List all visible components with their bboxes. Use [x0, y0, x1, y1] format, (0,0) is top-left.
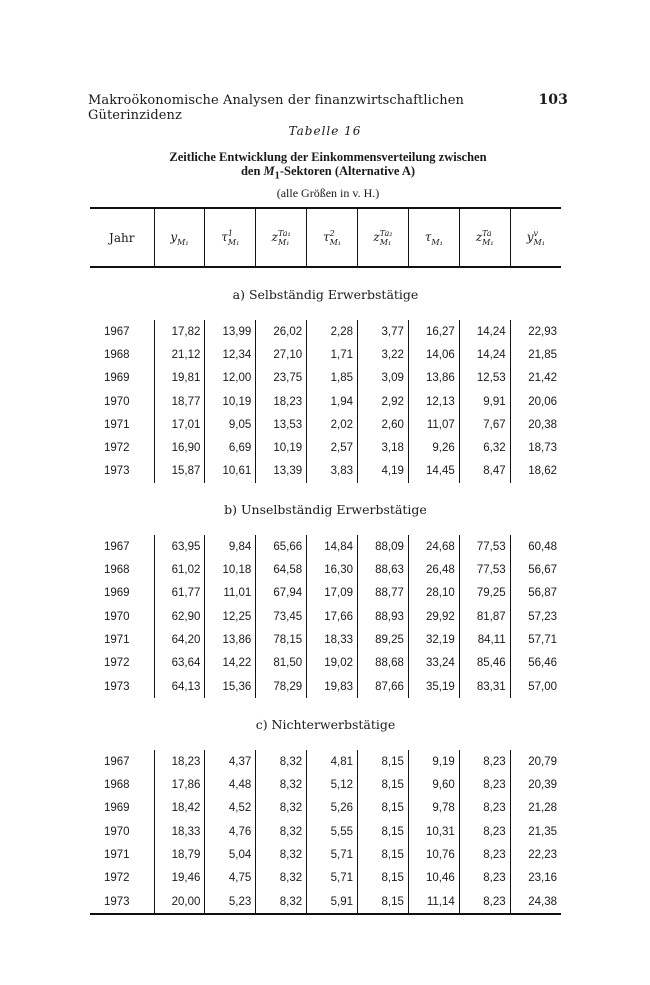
value-cell: 64,13: [154, 675, 205, 698]
value-cell: 15,36: [205, 675, 256, 698]
table-row: [90, 890, 561, 914]
year-cell: 1973: [104, 465, 130, 478]
value-cell: 20,00: [154, 890, 205, 914]
header-col-6: τ M₁: [408, 208, 459, 267]
value-cell: 10,18: [205, 558, 256, 581]
section-heading-row: [90, 698, 561, 750]
table-row: [90, 558, 561, 581]
table-header-row: [90, 208, 561, 267]
value-cell: 14,06: [408, 343, 459, 366]
value-cell: 26,48: [408, 558, 459, 581]
value-cell: 56,46: [510, 652, 561, 675]
value-cell: 8,23: [459, 750, 510, 773]
value-cell: 18,62: [510, 460, 561, 483]
value-cell: 6,32: [459, 436, 510, 459]
income-distribution-table: [90, 207, 561, 915]
value-cell: 19,81: [154, 367, 205, 390]
value-cell: 8,23: [459, 843, 510, 866]
value-cell: 4,37: [205, 750, 256, 773]
year-cell: 1970: [104, 825, 130, 838]
value-cell: 18,33: [154, 820, 205, 843]
header-col-3: z Ta₁ M₁: [256, 208, 307, 267]
value-cell: 6,69: [205, 436, 256, 459]
value-cell: 67,94: [256, 582, 307, 605]
section-title: b) Unselbständig Erwerbstätige: [224, 501, 427, 517]
value-cell: 14,45: [408, 460, 459, 483]
year-cell: 1971: [104, 848, 130, 861]
value-cell: 73,45: [256, 605, 307, 628]
value-cell: 17,01: [154, 413, 205, 436]
year-cell: 1968: [104, 564, 130, 577]
value-cell: 81,87: [459, 605, 510, 628]
section-heading-row: [90, 267, 561, 320]
table-row: [90, 675, 561, 698]
value-cell: 3,77: [358, 320, 409, 343]
value-cell: 10,76: [408, 843, 459, 866]
value-cell: 24,38: [510, 890, 561, 914]
value-cell: 29,92: [408, 605, 459, 628]
value-cell: 21,85: [510, 343, 561, 366]
value-cell: 12,13: [408, 390, 459, 413]
table-row: [90, 750, 561, 773]
value-cell: 8,15: [358, 750, 409, 773]
value-cell: 63,64: [154, 652, 205, 675]
value-cell: 5,55: [307, 820, 358, 843]
value-cell: 3,83: [307, 460, 358, 483]
value-cell: 14,24: [459, 343, 510, 366]
value-cell: 4,19: [358, 460, 409, 483]
value-cell: 11,01: [205, 582, 256, 605]
value-cell: 19,46: [154, 867, 205, 890]
value-cell: 19,83: [307, 675, 358, 698]
value-cell: 17,86: [154, 773, 205, 796]
section-title: c) Nichterwerbstätige: [255, 716, 396, 732]
value-cell: 16,90: [154, 436, 205, 459]
header-year: Jahr: [90, 208, 154, 267]
value-cell: 20,06: [510, 390, 561, 413]
value-cell: 17,09: [307, 582, 358, 605]
value-cell: 20,38: [510, 413, 561, 436]
value-cell: 16,30: [307, 558, 358, 581]
value-cell: 23,16: [510, 867, 561, 890]
value-cell: 3,22: [358, 343, 409, 366]
value-cell: 8,15: [358, 890, 409, 914]
year-cell: 1969: [104, 372, 130, 385]
value-cell: 1,94: [307, 390, 358, 413]
table-row: [90, 652, 561, 675]
value-cell: 81,50: [256, 652, 307, 675]
value-cell: 60,48: [510, 535, 561, 558]
value-cell: 13,99: [205, 320, 256, 343]
value-cell: 18,23: [154, 750, 205, 773]
value-cell: 10,61: [205, 460, 256, 483]
table-title-line2: den $M_1$-Sektoren (Alternative A): [240, 164, 416, 182]
value-cell: 17,66: [307, 605, 358, 628]
table-subtitle: (alle Größen in v. H.): [276, 185, 380, 200]
value-cell: 18,73: [510, 436, 561, 459]
value-cell: 20,39: [510, 773, 561, 796]
value-cell: 13,39: [256, 460, 307, 483]
value-cell: 16,27: [408, 320, 459, 343]
value-cell: 15,87: [154, 460, 205, 483]
value-cell: 26,02: [256, 320, 307, 343]
value-cell: 79,25: [459, 582, 510, 605]
value-cell: 21,42: [510, 367, 561, 390]
value-cell: 4,81: [307, 750, 358, 773]
table-row: [90, 413, 561, 436]
value-cell: 87,66: [358, 675, 409, 698]
value-cell: 8,15: [358, 773, 409, 796]
value-cell: 61,77: [154, 582, 205, 605]
table-row: [90, 867, 561, 890]
value-cell: 19,02: [307, 652, 358, 675]
value-cell: 1,71: [307, 343, 358, 366]
year-cell: 1967: [104, 755, 130, 768]
section-heading-row: [90, 483, 561, 535]
year-cell: 1972: [104, 442, 130, 455]
value-cell: 1,85: [307, 367, 358, 390]
year-cell: 1968: [104, 348, 130, 361]
year-cell: 1969: [104, 587, 130, 600]
value-cell: 13,53: [256, 413, 307, 436]
value-cell: 18,23: [256, 390, 307, 413]
value-cell: 8,32: [256, 867, 307, 890]
table-row: [90, 605, 561, 628]
value-cell: 18,79: [154, 843, 205, 866]
value-cell: 57,71: [510, 628, 561, 651]
running-head: [88, 92, 568, 123]
value-cell: 3,09: [358, 367, 409, 390]
value-cell: 85,46: [459, 652, 510, 675]
value-cell: 4,76: [205, 820, 256, 843]
value-cell: 8,47: [459, 460, 510, 483]
value-cell: 5,26: [307, 797, 358, 820]
header-col-1: y M₁: [154, 208, 205, 267]
value-cell: 22,93: [510, 320, 561, 343]
value-cell: 62,90: [154, 605, 205, 628]
value-cell: 35,19: [408, 675, 459, 698]
value-cell: 88,63: [358, 558, 409, 581]
year-cell: 1968: [104, 779, 130, 792]
table-row: [90, 343, 561, 366]
table-row: [90, 797, 561, 820]
value-cell: 8,32: [256, 843, 307, 866]
header-col-8: y v M₁: [510, 208, 561, 267]
value-cell: 20,79: [510, 750, 561, 773]
value-cell: 84,11: [459, 628, 510, 651]
value-cell: 28,10: [408, 582, 459, 605]
value-cell: 14,22: [205, 652, 256, 675]
header-col-4: τ 2 M₁: [307, 208, 358, 267]
value-cell: 2,28: [307, 320, 358, 343]
value-cell: 9,26: [408, 436, 459, 459]
value-cell: 8,32: [256, 773, 307, 796]
header-col-5: z Ta₂ M₁: [358, 208, 409, 267]
value-cell: 5,23: [205, 890, 256, 914]
value-cell: 4,75: [205, 867, 256, 890]
value-cell: 14,84: [307, 535, 358, 558]
page-number: 103: [538, 92, 568, 108]
value-cell: 8,23: [459, 773, 510, 796]
year-cell: 1967: [104, 540, 130, 553]
value-cell: 23,75: [256, 367, 307, 390]
value-cell: 8,23: [459, 867, 510, 890]
value-cell: 9,19: [408, 750, 459, 773]
header-col-2: τ 1 M₁: [205, 208, 256, 267]
value-cell: 9,60: [408, 773, 459, 796]
value-cell: 24,68: [408, 535, 459, 558]
value-cell: 4,48: [205, 773, 256, 796]
value-cell: 8,15: [358, 843, 409, 866]
value-cell: 78,15: [256, 628, 307, 651]
year-cell: 1967: [104, 325, 130, 338]
running-head-title: Makroökonomische Analysen der finanzwirtschaftlichen Güterinzidenz: [88, 93, 464, 123]
year-cell: 1971: [104, 418, 130, 431]
table-row: [90, 320, 561, 343]
value-cell: 32,19: [408, 628, 459, 651]
value-cell: 8,32: [256, 797, 307, 820]
value-cell: 27,10: [256, 343, 307, 366]
value-cell: 7,67: [459, 413, 510, 436]
value-cell: 17,82: [154, 320, 205, 343]
value-cell: 11,07: [408, 413, 459, 436]
value-cell: 9,91: [459, 390, 510, 413]
value-cell: 2,92: [358, 390, 409, 413]
value-cell: 5,12: [307, 773, 358, 796]
value-cell: 10,19: [256, 436, 307, 459]
table-row: [90, 773, 561, 796]
value-cell: 8,15: [358, 820, 409, 843]
table-title-line1: Zeitliche Entwicklung der Einkommensverteilung zwischen: [169, 150, 487, 164]
value-cell: 10,46: [408, 867, 459, 890]
value-cell: 56,87: [510, 582, 561, 605]
value-cell: 77,53: [459, 558, 510, 581]
value-cell: 22,23: [510, 843, 561, 866]
table-label: Tabelle 16: [288, 124, 362, 138]
table-caption: [90, 150, 566, 200]
table-row: [90, 843, 561, 866]
value-cell: 63,95: [154, 535, 205, 558]
value-cell: 57,00: [510, 675, 561, 698]
value-cell: 2,57: [307, 436, 358, 459]
value-cell: 10,19: [205, 390, 256, 413]
value-cell: 21,12: [154, 343, 205, 366]
year-cell: 1973: [90, 890, 154, 914]
value-cell: 12,00: [205, 367, 256, 390]
value-cell: 33,24: [408, 652, 459, 675]
value-cell: 77,53: [459, 535, 510, 558]
value-cell: 18,33: [307, 628, 358, 651]
value-cell: 83,31: [459, 675, 510, 698]
year-cell: 1969: [104, 802, 130, 815]
value-cell: 64,20: [154, 628, 205, 651]
value-cell: 88,77: [358, 582, 409, 605]
value-cell: 4,52: [205, 797, 256, 820]
header-col-7: z Ta M₁: [459, 208, 510, 267]
value-cell: 2,02: [307, 413, 358, 436]
value-cell: 13,86: [408, 367, 459, 390]
table-row: [90, 820, 561, 843]
value-cell: 8,32: [256, 890, 307, 914]
value-cell: 78,29: [256, 675, 307, 698]
value-cell: 12,25: [205, 605, 256, 628]
value-cell: 9,78: [408, 797, 459, 820]
value-cell: 8,15: [358, 797, 409, 820]
value-cell: 8,23: [459, 820, 510, 843]
value-cell: 88,68: [358, 652, 409, 675]
value-cell: 13,86: [205, 628, 256, 651]
value-cell: 8,15: [358, 867, 409, 890]
value-cell: 88,93: [358, 605, 409, 628]
year-cell: 1971: [104, 633, 130, 646]
table-row: [90, 628, 561, 651]
value-cell: 5,04: [205, 843, 256, 866]
value-cell: 5,71: [307, 867, 358, 890]
value-cell: 21,28: [510, 797, 561, 820]
value-cell: 57,23: [510, 605, 561, 628]
value-cell: 18,77: [154, 390, 205, 413]
value-cell: 64,58: [256, 558, 307, 581]
value-cell: 8,32: [256, 750, 307, 773]
table-row: [90, 436, 561, 459]
value-cell: 21,35: [510, 820, 561, 843]
table-row: [90, 460, 561, 483]
value-cell: 65,66: [256, 535, 307, 558]
value-cell: 10,31: [408, 820, 459, 843]
year-cell: 1970: [104, 610, 130, 623]
value-cell: 9,84: [205, 535, 256, 558]
value-cell: 89,25: [358, 628, 409, 651]
value-cell: 9,05: [205, 413, 256, 436]
value-cell: 8,23: [459, 890, 510, 914]
value-cell: 2,60: [358, 413, 409, 436]
value-cell: 8,32: [256, 820, 307, 843]
value-cell: 8,23: [459, 797, 510, 820]
year-cell: 1973: [104, 680, 130, 693]
value-cell: 12,34: [205, 343, 256, 366]
year-cell: 1972: [104, 872, 130, 885]
value-cell: 61,02: [154, 558, 205, 581]
year-cell: 1972: [104, 657, 130, 670]
table-row: [90, 582, 561, 605]
section-title: a) Selbständig Erwerbstätige: [232, 286, 419, 302]
value-cell: 3,18: [358, 436, 409, 459]
value-cell: 14,24: [459, 320, 510, 343]
table-row: [90, 535, 561, 558]
value-cell: 12,53: [459, 367, 510, 390]
value-cell: 18,42: [154, 797, 205, 820]
table-row: [90, 367, 561, 390]
table-row: [90, 390, 561, 413]
value-cell: 56,67: [510, 558, 561, 581]
value-cell: 88,09: [358, 535, 409, 558]
value-cell: 5,71: [307, 843, 358, 866]
value-cell: 5,91: [307, 890, 358, 914]
value-cell: 11,14: [408, 890, 459, 914]
year-cell: 1970: [104, 395, 130, 408]
